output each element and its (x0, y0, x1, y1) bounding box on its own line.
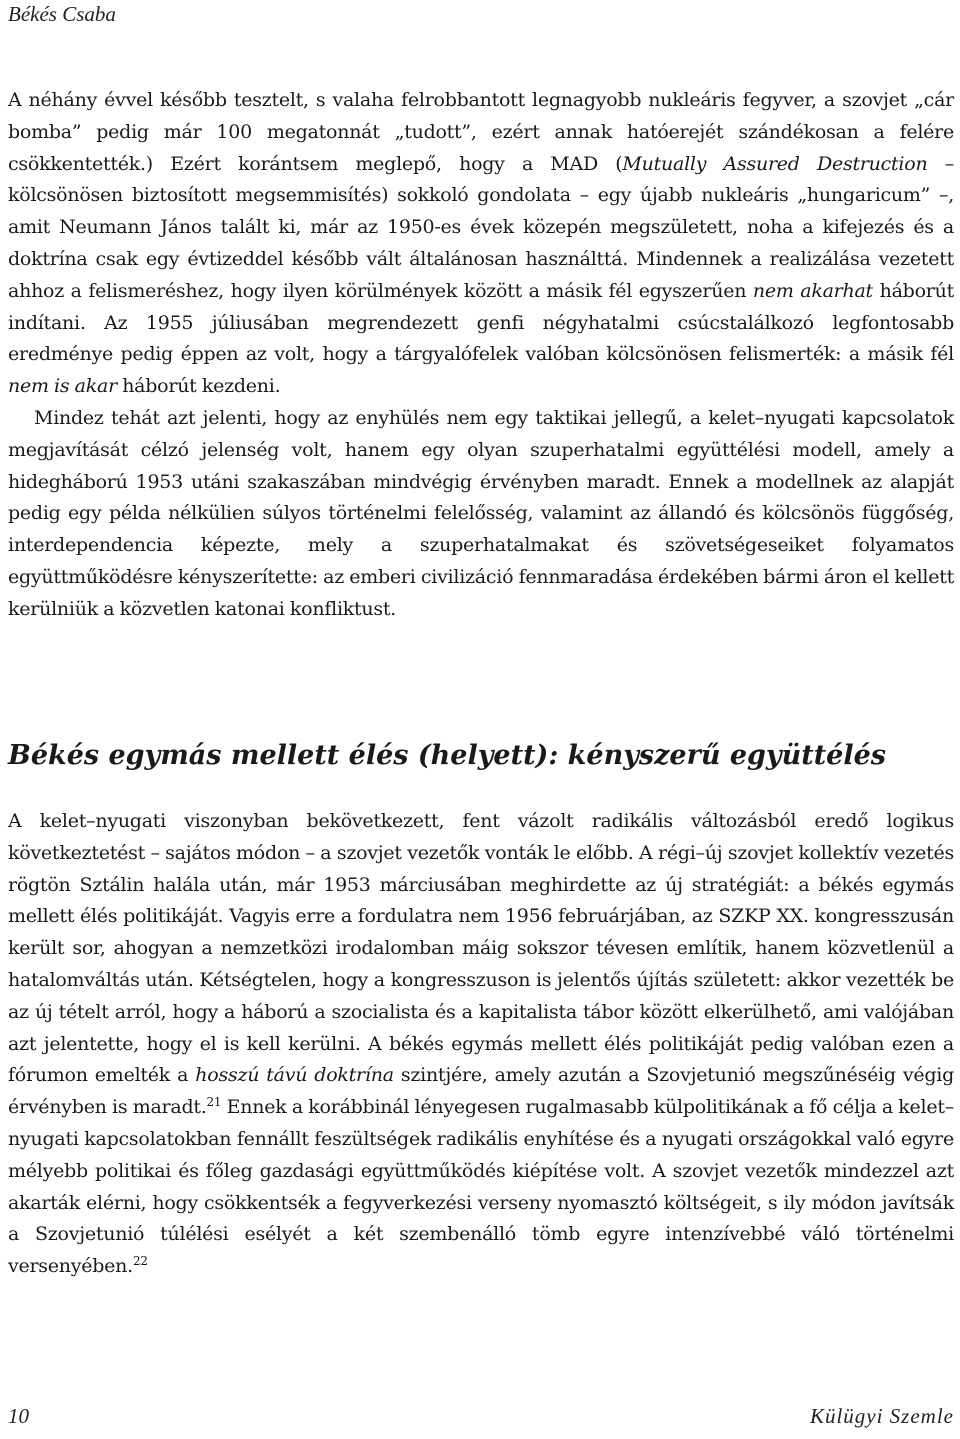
text-run: háborút kezdeni. (116, 375, 281, 398)
text-run: – kölcsönösen biztosított megsemmisítés) sokkoló gondolata – egy újabb nukleáris „hungaricum” –, amit Neumann János talált ki, már az 1950-es évek közepén megszületett, noha a kifejezés és a doktrína csak egy évtizeddel később vált általánosan használttá. Mindennek a realizálása vezetett ahhoz a felismeréshez, hogy ilyen körülmények között a másik fél egyszerűen (8, 152, 954, 302)
italic-term: hosszú távú doktrína (195, 1064, 394, 1087)
text-run: szintjére, amely azután a Szovjetunió megszűnéséig végig érvényben is maradt. (8, 1064, 955, 1119)
italic-term: nem akarhat (752, 279, 873, 302)
text-run: Ennek a korábbinál lényegesen rugalmasabb külpolitikának a fő célja a kelet–nyugati kapcsolatokban fennállt feszültségek radikális enyhítése és a nyugati országokkal való egyre mélyebb politikai és főleg gazdasági együttműködés kiépítése volt. A szovjet vezetők mindezzel azt akarták elérni, hogy csökkentsék a fegyverkezési verseny nyomasztó költségeit, s ily módon javítsák a Szovjetunió túlélési esélyét a két szembenálló tömb egyre intenzívebbé váló történelmi versenyében. (8, 1096, 954, 1278)
text-run: háborút indítani. Az 1955 júliusában megrendezett genfi négyhatalmi csúcstalálkozó legfontosabb eredménye pedig éppen az volt, hogy a tárgyalófelek valóban kölcsönösen felismerték: a másik fél (8, 279, 954, 366)
body-text-section-2 (8, 806, 954, 1283)
paragraph-3 (8, 806, 954, 1283)
body-text-section-1 (8, 85, 954, 626)
italic-term: nem is akar (8, 375, 117, 398)
paragraph-1 (8, 85, 954, 403)
text-run: A néhány évvel később tesztelt, s valaha felrobbantott legnagyobb nukleáris fegyver, a szovjet „cár bomba” pedig már 100 megatonnát „tudott”, ezért annak hatóerejét szándékosan a felére csökkentették.) Ezért korántsem meglepő, hogy a MAD ( (8, 89, 954, 175)
text-run: A kelet–nyugati viszonyban bekövetkezett, fent vázolt radikális változásból eredő logikus következtetést – sajátos módon – a szovjet vezetők vonták le előbb. A régi–új szovjet kollektív vezetés rögtön Sztálin halála után, már 1953 márciusában meghirdette az új stratégiát: a békés egymás mellett élés politikáját. Vagyis erre a fordulatra nem 1956 februárjában, az SZKP XX. kongresszusán került sor, ahogyan a nemzetközi irodalomban máig sokszor tévesen említik, hanem közvetlenül a hatalomváltás után. Kétségtelen, hogy a kongresszuson is jelentős újítás született: akkor vezették be az új tételt arról, hogy a háború a szocialista és a kapitalista tábor között elkerülhető, ami valójában azt jelentette, hogy el is kell kerülni. A békés egymás mellett élés politikáját pedig valóban ezen a fórumon emelték a (8, 810, 954, 1087)
running-head-author: Békés Csaba (8, 2, 116, 26)
footnote-ref-21[interactable]: 21 (206, 1095, 222, 1110)
section-heading: Békés egymás mellett élés (helyett): kényszerű együttélés (8, 740, 886, 771)
footnote-ref-22[interactable]: 22 (132, 1254, 148, 1269)
italic-term: Mutually Assured Destruction (622, 152, 928, 175)
paragraph-2: Mindez tehát azt jelenti, hogy az enyhülés nem egy taktikai jellegű, a kelet–nyugati kapcsolatok megjavítását célzó jelenség volt, hanem egy olyan szuperhatalmi együttélési modell, amely a hidegháború 1953 utáni szakaszában mindvégig érvényben maradt. Ennek a modellnek az alapját pedig egy példa nélkülien súlyos történelmi felelősség, valamint az állandó és kölcsönös függőség, interdependencia képezte, mely a szuperhatalmakat és szövetségeseiket folyamatos együttműködésre kényszerítette: az emberi civilizáció fennmaradása érdekében bármi áron el kellett kerülniük a közvetlen katonai konfliktust. (8, 406, 954, 620)
journal-name: Külügyi Szemle (809, 1404, 954, 1428)
page-number: 10 (8, 1404, 29, 1428)
